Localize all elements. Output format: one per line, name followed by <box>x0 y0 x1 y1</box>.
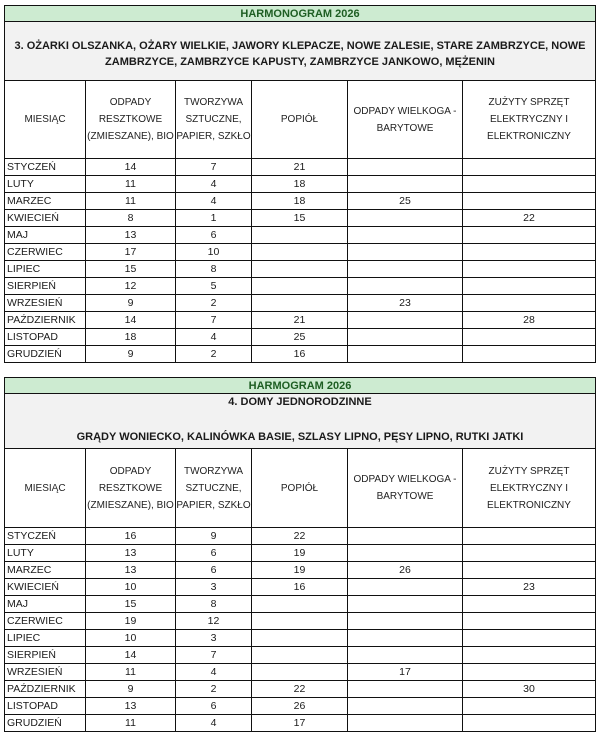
bulky-waste-cell: 26 <box>348 562 463 579</box>
mixed-waste-cell: 14 <box>86 647 176 664</box>
ash-cell <box>252 227 348 244</box>
col-mixed-waste: ODPADY RESZTKOWE (ZMIESZANE), BIO <box>86 449 176 528</box>
table-row <box>5 278 596 295</box>
ash-cell: 15 <box>252 210 348 227</box>
electronics-cell <box>463 244 596 261</box>
bulky-waste-cell <box>348 647 463 664</box>
plastics-cell: 4 <box>176 329 252 346</box>
plastics-cell: 5 <box>176 278 252 295</box>
col-electronics: ZUŻYTY SPRZĘT ELEKTRYCZNY I ELEKTRONICZNY <box>463 449 596 528</box>
mixed-waste-cell: 17 <box>86 244 176 261</box>
col-plastics-paper-glass: TWORZYWA SZTUCZNE, PAPIER, SZKŁO <box>176 449 252 528</box>
bulky-waste-cell <box>348 715 463 732</box>
electronics-cell <box>463 528 596 545</box>
electronics-cell <box>463 647 596 664</box>
area-description <box>5 394 596 449</box>
plastics-cell: 8 <box>176 261 252 278</box>
table-row <box>5 312 596 329</box>
area-line-2: GRĄDY WONIECKO, KALINÓWKA BASIE, SZLASY LIPNO, PĘSY LIPNO, RUTKI JATKI <box>76 431 524 443</box>
bulky-waste-cell <box>348 227 463 244</box>
ash-cell <box>252 244 348 261</box>
electronics-cell <box>463 329 596 346</box>
mixed-waste-cell: 9 <box>86 295 176 312</box>
month-cell: GRUDZIEŃ <box>5 346 86 363</box>
month-cell: CZERWIEC <box>5 244 86 261</box>
col-bulky-waste: ODPADY WIELKOGA - BARYTOWE <box>348 449 463 528</box>
ash-cell <box>252 630 348 647</box>
mixed-waste-cell: 11 <box>86 664 176 681</box>
plastics-cell: 7 <box>176 159 252 176</box>
electronics-cell <box>463 193 596 210</box>
table-row <box>5 528 596 545</box>
mixed-waste-cell: 11 <box>86 715 176 732</box>
schedule-title: HARMONOGRAM 2026 <box>5 6 596 22</box>
plastics-cell: 12 <box>176 613 252 630</box>
plastics-cell: 7 <box>176 312 252 329</box>
electronics-cell <box>463 630 596 647</box>
bulky-waste-cell <box>348 528 463 545</box>
bulky-waste-cell <box>348 329 463 346</box>
col-month: MIESIĄC <box>5 81 86 159</box>
ash-cell: 19 <box>252 562 348 579</box>
ash-cell <box>252 261 348 278</box>
plastics-cell: 10 <box>176 244 252 261</box>
ash-cell: 22 <box>252 681 348 698</box>
mixed-waste-cell: 15 <box>86 261 176 278</box>
electronics-cell <box>463 295 596 312</box>
mixed-waste-cell: 18 <box>86 329 176 346</box>
col-ash: POPIÓŁ <box>252 449 348 528</box>
ash-cell <box>252 664 348 681</box>
ash-cell: 25 <box>252 329 348 346</box>
bulky-waste-cell: 17 <box>348 664 463 681</box>
bulky-waste-cell <box>348 698 463 715</box>
electronics-cell <box>463 596 596 613</box>
table-row <box>5 562 596 579</box>
ash-cell: 22 <box>252 528 348 545</box>
bulky-waste-cell <box>348 159 463 176</box>
col-bulky-waste: ODPADY WIELKOGA - BARYTOWE <box>348 81 463 159</box>
month-cell: MAJ <box>5 596 86 613</box>
plastics-cell: 3 <box>176 630 252 647</box>
electronics-cell <box>463 159 596 176</box>
ash-cell <box>252 295 348 312</box>
table-row <box>5 681 596 698</box>
mixed-waste-cell: 9 <box>86 681 176 698</box>
electronics-cell <box>463 562 596 579</box>
table-row <box>5 193 596 210</box>
plastics-cell: 2 <box>176 681 252 698</box>
electronics-cell <box>463 664 596 681</box>
plastics-cell: 1 <box>176 210 252 227</box>
table-row <box>5 244 596 261</box>
col-ash: POPIÓŁ <box>252 81 348 159</box>
electronics-cell <box>463 278 596 295</box>
ash-cell: 18 <box>252 193 348 210</box>
bulky-waste-cell <box>348 346 463 363</box>
table-row <box>5 295 596 312</box>
col-mixed-waste: ODPADY RESZTKOWE (ZMIESZANE), BIO <box>86 81 176 159</box>
table-row <box>5 596 596 613</box>
month-cell: LIPIEC <box>5 261 86 278</box>
mixed-waste-cell: 13 <box>86 545 176 562</box>
month-cell: KWIECIEŃ <box>5 210 86 227</box>
table-row <box>5 176 596 193</box>
mixed-waste-cell: 13 <box>86 562 176 579</box>
ash-cell: 17 <box>252 715 348 732</box>
bulky-waste-cell <box>348 579 463 596</box>
area-description <box>5 22 596 81</box>
ash-cell: 19 <box>252 545 348 562</box>
bulky-waste-cell <box>348 312 463 329</box>
plastics-cell: 4 <box>176 193 252 210</box>
bulky-waste-cell <box>348 630 463 647</box>
plastics-cell: 2 <box>176 346 252 363</box>
month-cell: SIERPIEŃ <box>5 278 86 295</box>
electronics-cell: 30 <box>463 681 596 698</box>
month-cell: WRZESIEŃ <box>5 295 86 312</box>
month-cell: PAŹDZIERNIK <box>5 312 86 329</box>
bulky-waste-cell: 23 <box>348 295 463 312</box>
month-cell: GRUDZIEŃ <box>5 715 86 732</box>
plastics-cell: 4 <box>176 715 252 732</box>
month-cell: LUTY <box>5 545 86 562</box>
month-cell: LISTOPAD <box>5 329 86 346</box>
bulky-waste-cell <box>348 210 463 227</box>
electronics-cell <box>463 715 596 732</box>
mixed-waste-cell: 15 <box>86 596 176 613</box>
plastics-cell: 6 <box>176 545 252 562</box>
col-electronics: ZUŻYTY SPRZĘT ELEKTRYCZNY I ELEKTRONICZNY <box>463 81 596 159</box>
ash-cell: 21 <box>252 159 348 176</box>
mixed-waste-cell: 9 <box>86 346 176 363</box>
table-row <box>5 346 596 363</box>
electronics-cell <box>463 227 596 244</box>
month-cell: MARZEC <box>5 193 86 210</box>
month-cell: MARZEC <box>5 562 86 579</box>
mixed-waste-cell: 10 <box>86 630 176 647</box>
ash-cell <box>252 278 348 295</box>
mixed-waste-cell: 16 <box>86 528 176 545</box>
plastics-cell: 4 <box>176 664 252 681</box>
bulky-waste-cell <box>348 244 463 261</box>
mixed-waste-cell: 13 <box>86 698 176 715</box>
ash-cell <box>252 647 348 664</box>
table-row <box>5 579 596 596</box>
bulky-waste-cell <box>348 681 463 698</box>
mixed-waste-cell: 8 <box>86 210 176 227</box>
ash-cell: 26 <box>252 698 348 715</box>
table-row <box>5 647 596 664</box>
month-cell: LISTOPAD <box>5 698 86 715</box>
electronics-cell <box>463 346 596 363</box>
area-line-1: 4. DOMY JEDNORODZINNE <box>228 396 372 408</box>
column-header-row <box>5 81 596 159</box>
table-row <box>5 664 596 681</box>
month-cell: SIERPIEŃ <box>5 647 86 664</box>
mixed-waste-cell: 11 <box>86 193 176 210</box>
ash-cell: 16 <box>252 579 348 596</box>
plastics-cell: 6 <box>176 562 252 579</box>
month-cell: WRZESIEŃ <box>5 664 86 681</box>
electronics-cell: 22 <box>463 210 596 227</box>
ash-cell: 18 <box>252 176 348 193</box>
plastics-cell: 4 <box>176 176 252 193</box>
month-cell: STYCZEŃ <box>5 528 86 545</box>
bulky-waste-cell <box>348 261 463 278</box>
bulky-waste-cell <box>348 278 463 295</box>
plastics-cell: 6 <box>176 698 252 715</box>
mixed-waste-cell: 10 <box>86 579 176 596</box>
area-line-1: 3. OŻARKI OLSZANKA, OŻARY WIELKIE, JAWORY KLEPACZE, NOWE ZALESIE, STARE ZAMBRZYCE, NOWE ZAMBRZYCE, ZAMBRZYCE KAPUSTY, ZAMBRZYCE JANKOWO, MĘŻENIN <box>14 40 586 68</box>
column-header-row <box>5 449 596 528</box>
plastics-cell: 2 <box>176 295 252 312</box>
electronics-cell <box>463 261 596 278</box>
month-cell: PAŹDZIERNIK <box>5 681 86 698</box>
ash-cell: 16 <box>252 346 348 363</box>
bulky-waste-cell <box>348 613 463 630</box>
table-row <box>5 210 596 227</box>
plastics-cell: 9 <box>176 528 252 545</box>
month-cell: KWIECIEŃ <box>5 579 86 596</box>
mixed-waste-cell: 13 <box>86 227 176 244</box>
ash-cell: 21 <box>252 312 348 329</box>
mixed-waste-cell: 14 <box>86 159 176 176</box>
plastics-cell: 6 <box>176 227 252 244</box>
month-cell: CZERWIEC <box>5 613 86 630</box>
ash-cell <box>252 596 348 613</box>
plastics-cell: 8 <box>176 596 252 613</box>
mixed-waste-cell: 14 <box>86 312 176 329</box>
bulky-waste-cell <box>348 545 463 562</box>
electronics-cell: 23 <box>463 579 596 596</box>
schedule-title: HARMOGRAM 2026 <box>5 378 596 394</box>
table-row <box>5 613 596 630</box>
table-row <box>5 715 596 732</box>
table-row <box>5 545 596 562</box>
ash-cell <box>252 613 348 630</box>
mixed-waste-cell: 19 <box>86 613 176 630</box>
schedule-table-3 <box>4 5 596 363</box>
table-row <box>5 227 596 244</box>
mixed-waste-cell: 12 <box>86 278 176 295</box>
bulky-waste-cell: 25 <box>348 193 463 210</box>
month-cell: MAJ <box>5 227 86 244</box>
electronics-cell: 28 <box>463 312 596 329</box>
table-row <box>5 630 596 647</box>
electronics-cell <box>463 176 596 193</box>
month-cell: STYCZEŃ <box>5 159 86 176</box>
table-row <box>5 329 596 346</box>
table-row <box>5 698 596 715</box>
table-row <box>5 261 596 278</box>
mixed-waste-cell: 11 <box>86 176 176 193</box>
electronics-cell <box>463 545 596 562</box>
bulky-waste-cell <box>348 176 463 193</box>
plastics-cell: 3 <box>176 579 252 596</box>
col-month: MIESIĄC <box>5 449 86 528</box>
table-row <box>5 159 596 176</box>
bulky-waste-cell <box>348 596 463 613</box>
electronics-cell <box>463 698 596 715</box>
month-cell: LUTY <box>5 176 86 193</box>
electronics-cell <box>463 613 596 630</box>
col-plastics-paper-glass: TWORZYWA SZTUCZNE, PAPIER, SZKŁO <box>176 81 252 159</box>
schedule-table-4 <box>4 377 596 732</box>
month-cell: LIPIEC <box>5 630 86 647</box>
plastics-cell: 7 <box>176 647 252 664</box>
